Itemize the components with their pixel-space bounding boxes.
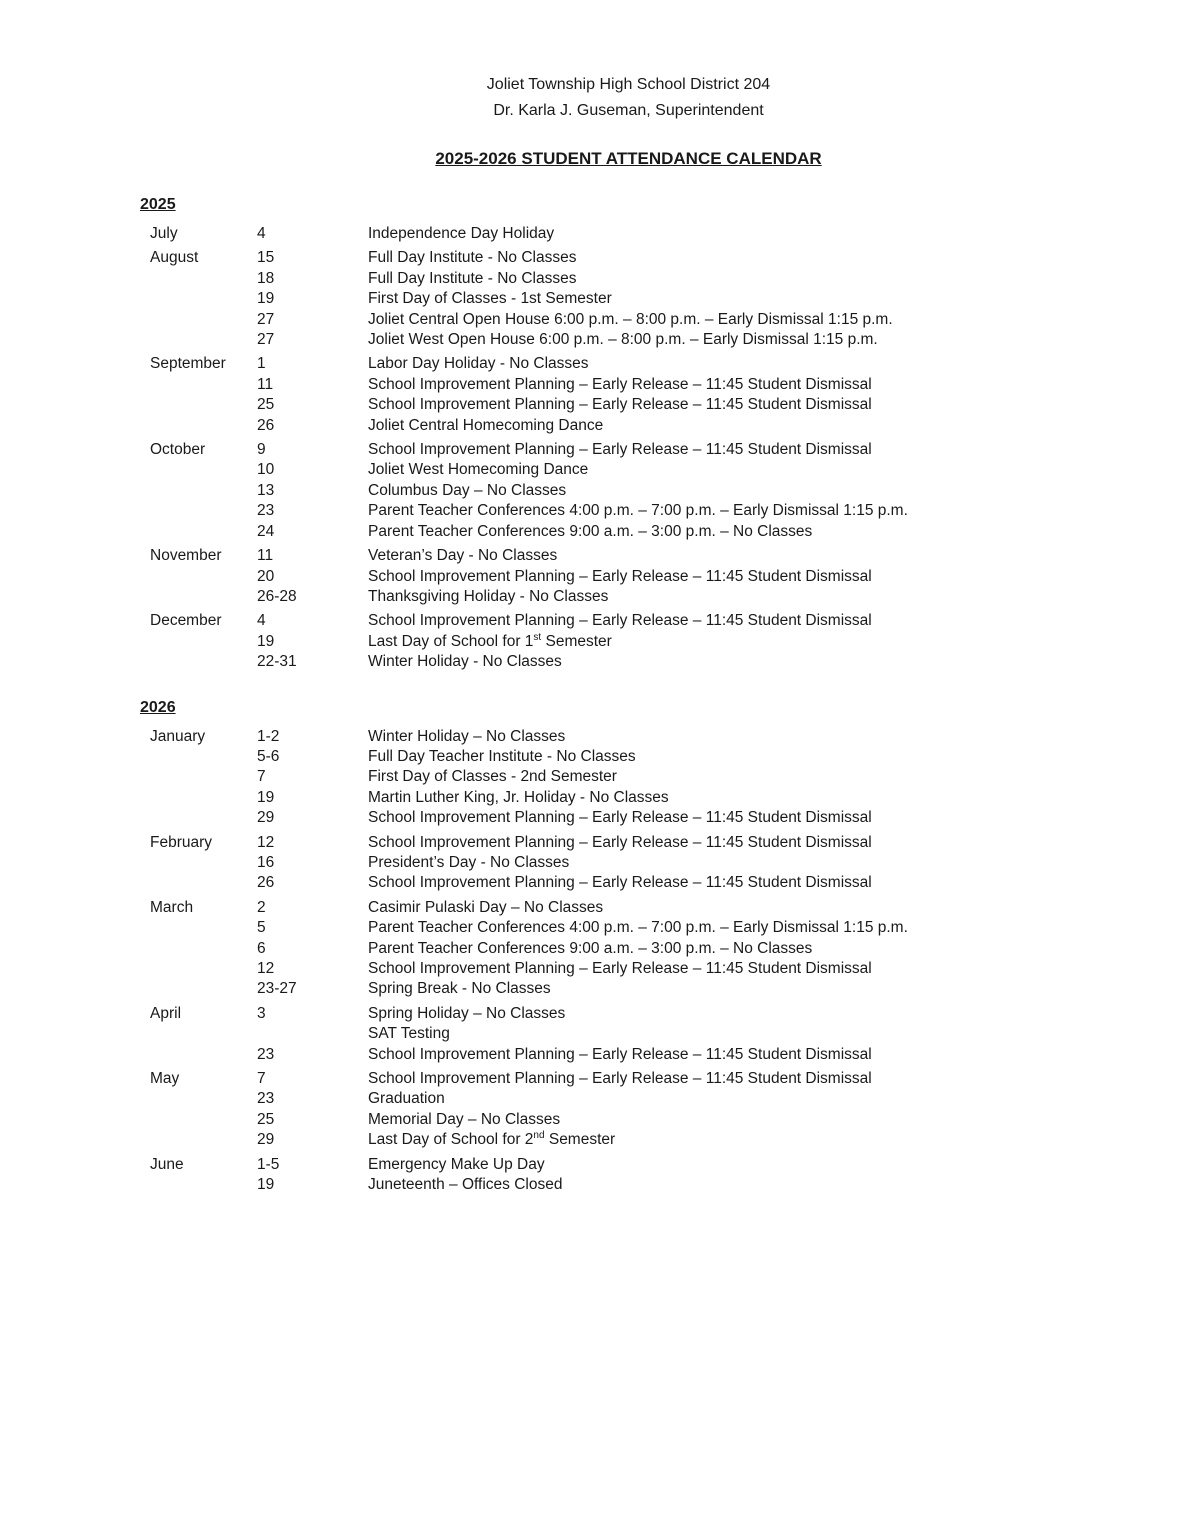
month-label	[140, 395, 257, 415]
month-group	[140, 727, 1117, 829]
month-label	[140, 1110, 257, 1130]
calendar-row	[140, 248, 1117, 268]
date-label: 13	[257, 481, 275, 499]
event-label: School Improvement Planning – Early Release – 11:45 Student Dismissal	[368, 567, 872, 585]
event-label: Thanksgiving Holiday - No Classes	[368, 587, 609, 605]
month-label	[140, 269, 257, 289]
calendar-row	[140, 1155, 1117, 1175]
month-label	[140, 289, 257, 309]
event-label: Full Day Institute - No Classes	[368, 249, 577, 267]
calendar-row	[140, 747, 1117, 767]
month-label	[140, 959, 257, 979]
date-label: 1-5	[257, 1155, 280, 1173]
month-label	[140, 481, 257, 501]
event-label: Joliet Central Homecoming Dance	[368, 416, 604, 434]
month-label	[140, 918, 257, 938]
event-label: Joliet Central Open House 6:00 p.m. – 8:00 p.m. – Early Dismissal 1:15 p.m.	[368, 310, 893, 328]
date-label: 7	[257, 768, 266, 786]
event-label: School Improvement Planning – Early Release – 11:45 Student Dismissal	[368, 1045, 872, 1063]
month-group	[140, 354, 1117, 436]
month-label	[140, 587, 257, 607]
month-group	[140, 546, 1117, 607]
calendar-row	[140, 652, 1117, 672]
event-label: Independence Day Holiday	[368, 225, 555, 242]
calendar-row	[140, 833, 1117, 853]
calendar-body	[140, 195, 1117, 1195]
calendar-row	[140, 481, 1117, 501]
date-label: 9	[257, 441, 266, 459]
date-label: 26	[257, 874, 275, 892]
calendar-row	[140, 1045, 1117, 1065]
calendar-row	[140, 224, 1117, 244]
month-label	[140, 1024, 257, 1044]
month-label	[140, 939, 257, 959]
calendar-row	[140, 1069, 1117, 1089]
calendar-row	[140, 289, 1117, 309]
month-group	[140, 248, 1117, 350]
event-label: Graduation	[368, 1090, 445, 1108]
date-label	[257, 1024, 368, 1044]
calendar-row	[140, 898, 1117, 918]
calendar-row	[140, 1089, 1117, 1109]
calendar-row	[140, 269, 1117, 289]
date-label: 26	[257, 416, 275, 434]
date-label: 7	[257, 1070, 266, 1088]
calendar-row	[140, 395, 1117, 415]
month-label	[140, 416, 257, 436]
event-label: Joliet West Open House 6:00 p.m. – 8:00 p.m. – Early Dismissal 1:15 p.m.	[368, 331, 878, 349]
month-group	[140, 224, 1117, 244]
calendar-row	[140, 1130, 1117, 1150]
event-label: Columbus Day – No Classes	[368, 481, 567, 499]
event-label: Last Day of School for 2nd Semester	[368, 1130, 616, 1149]
month-label: March	[150, 898, 194, 916]
calendar-row	[140, 1110, 1117, 1130]
date-label: 15	[257, 249, 275, 267]
calendar-row	[140, 416, 1117, 436]
event-label: School Improvement Planning – Early Release – 11:45 Student Dismissal	[368, 874, 872, 892]
superintendent-name: Dr. Karla J. Guseman, Superintendent	[493, 102, 764, 119]
date-label: 11	[257, 375, 274, 393]
month-label: February	[150, 833, 213, 851]
month-label	[140, 375, 257, 395]
calendar-row	[140, 767, 1117, 787]
month-label: October	[150, 441, 206, 459]
event-label: Emergency Make Up Day	[368, 1155, 545, 1173]
event-label: Winter Holiday - No Classes	[368, 653, 562, 671]
month-label: January	[150, 727, 206, 745]
date-label: 25	[257, 396, 275, 414]
date-label: 23	[257, 502, 275, 520]
year-heading: 2025	[140, 196, 176, 213]
date-label: 4	[257, 612, 266, 630]
page-title: 2025-2026 STUDENT ATTENDANCE CALENDAR	[435, 149, 822, 168]
calendar-row	[140, 522, 1117, 542]
event-label: School Improvement Planning – Early Release – 11:45 Student Dismissal	[368, 960, 872, 977]
event-label: School Improvement Planning – Early Release – 11:45 Student Dismissal	[368, 809, 872, 827]
calendar-row	[140, 310, 1117, 330]
date-label: 27	[257, 331, 275, 349]
month-group	[140, 1069, 1117, 1151]
event-label: Veteran’s Day - No Classes	[368, 547, 558, 565]
calendar-row	[140, 788, 1117, 808]
month-label	[140, 522, 257, 542]
date-label: 19	[257, 632, 275, 650]
month-label	[140, 567, 257, 587]
calendar-row	[140, 460, 1117, 480]
date-label: 20	[257, 567, 275, 585]
event-label: Parent Teacher Conferences 4:00 p.m. – 7:00 p.m. – Early Dismissal 1:15 p.m.	[368, 502, 908, 520]
date-label: 29	[257, 1131, 275, 1149]
date-label: 29	[257, 809, 275, 827]
date-label: 10	[257, 461, 275, 479]
month-label: July	[150, 225, 178, 242]
event-label: Last Day of School for 1st Semester	[368, 631, 612, 650]
month-group	[140, 898, 1117, 1000]
month-label: April	[150, 1004, 182, 1022]
month-group	[140, 1155, 1117, 1196]
month-label: December	[150, 612, 222, 630]
event-label: Winter Holiday – No Classes	[368, 727, 566, 745]
event-label: Martin Luther King, Jr. Holiday - No Classes	[368, 788, 669, 806]
month-label	[140, 632, 257, 652]
event-label: Parent Teacher Conferences 9:00 a.m. – 3:00 p.m. – No Classes	[368, 522, 813, 540]
calendar-row	[140, 611, 1117, 631]
month-label	[140, 1089, 257, 1109]
calendar-row	[140, 808, 1117, 828]
date-label: 6	[257, 939, 266, 957]
date-label: 24	[257, 522, 275, 540]
calendar-row	[140, 853, 1117, 873]
event-label: School Improvement Planning – Early Release – 11:45 Student Dismissal	[368, 441, 872, 459]
date-label: 1	[257, 355, 266, 373]
event-label: Casimir Pulaski Day – No Classes	[368, 898, 604, 916]
date-label: 5-6	[257, 747, 280, 765]
date-label: 16	[257, 853, 275, 871]
month-label	[140, 853, 257, 873]
event-label: Labor Day Holiday - No Classes	[368, 355, 589, 373]
event-label: Spring Break - No Classes	[368, 980, 551, 998]
date-label: 23-27	[257, 980, 297, 998]
district-name: Joliet Township High School District 204	[486, 76, 771, 93]
date-label: 5	[257, 919, 266, 937]
event-label: School Improvement Planning – Early Release – 11:45 Student Dismissal	[368, 375, 872, 393]
event-label: School Improvement Planning – Early Release – 11:45 Student Dismissal	[368, 833, 872, 851]
date-label: 22-31	[257, 653, 297, 671]
calendar-row	[140, 501, 1117, 521]
month-label: June	[150, 1155, 184, 1173]
date-label: 2	[257, 898, 266, 916]
month-label	[140, 460, 257, 480]
date-label: 19	[257, 290, 275, 308]
calendar-row	[140, 632, 1117, 652]
month-label	[140, 501, 257, 521]
month-label	[140, 979, 257, 999]
calendar-row	[140, 1024, 1117, 1044]
date-label: 12	[257, 960, 275, 977]
month-label: August	[150, 249, 199, 267]
calendar-row	[140, 959, 1117, 979]
calendar-row	[140, 727, 1117, 747]
event-label: Memorial Day – No Classes	[368, 1110, 561, 1128]
date-label: 23	[257, 1045, 275, 1063]
event-label: Joliet West Homecoming Dance	[368, 461, 589, 479]
month-label	[140, 1175, 257, 1195]
date-label: 19	[257, 788, 275, 806]
month-label: May	[150, 1070, 180, 1088]
calendar-row	[140, 587, 1117, 607]
calendar-row	[140, 918, 1117, 938]
month-label	[140, 747, 257, 767]
date-label: 4	[257, 225, 266, 242]
event-label: Juneteenth – Offices Closed	[368, 1176, 563, 1194]
event-label: First Day of Classes - 1st Semester	[368, 290, 612, 308]
month-label	[140, 788, 257, 808]
event-label: Parent Teacher Conferences 9:00 a.m. – 3:00 p.m. – No Classes	[368, 939, 813, 957]
calendar-row	[140, 1175, 1117, 1195]
date-label: 19	[257, 1176, 275, 1194]
event-label: Full Day Institute - No Classes	[368, 269, 577, 287]
month-label	[140, 310, 257, 330]
event-label: First Day of Classes - 2nd Semester	[368, 768, 617, 786]
event-label: School Improvement Planning – Early Release – 11:45 Student Dismissal	[368, 396, 872, 414]
month-label	[140, 873, 257, 893]
event-label: School Improvement Planning – Early Release – 11:45 Student Dismissal	[368, 612, 872, 630]
date-label: 3	[257, 1004, 266, 1022]
event-label: President’s Day - No Classes	[368, 853, 570, 871]
date-label: 12	[257, 833, 275, 851]
month-label	[140, 330, 257, 350]
month-label: November	[150, 547, 222, 565]
date-label: 18	[257, 269, 275, 287]
date-label: 26-28	[257, 587, 297, 605]
month-label	[140, 767, 257, 787]
date-label: 1-2	[257, 727, 280, 745]
event-label: SAT Testing	[368, 1025, 450, 1043]
month-label: September	[150, 355, 226, 373]
year-heading: 2026	[140, 698, 176, 716]
calendar-row	[140, 330, 1117, 350]
calendar-row	[140, 546, 1117, 566]
calendar-row	[140, 873, 1117, 893]
date-label: 27	[257, 310, 275, 328]
calendar-row	[140, 354, 1117, 374]
event-label: Spring Holiday – No Classes	[368, 1004, 566, 1022]
date-label: 11	[257, 547, 274, 565]
month-group	[140, 440, 1117, 542]
calendar-row	[140, 979, 1117, 999]
month-group	[140, 611, 1117, 672]
calendar-row	[140, 939, 1117, 959]
document-header	[140, 72, 1117, 124]
calendar-row	[140, 567, 1117, 587]
date-label: 23	[257, 1090, 275, 1108]
event-label: Full Day Teacher Institute - No Classes	[368, 747, 636, 765]
event-label: Parent Teacher Conferences 4:00 p.m. – 7:00 p.m. – Early Dismissal 1:15 p.m.	[368, 919, 908, 937]
event-label: School Improvement Planning – Early Release – 11:45 Student Dismissal	[368, 1070, 872, 1088]
calendar-row	[140, 1004, 1117, 1024]
month-label	[140, 1045, 257, 1065]
calendar-row	[140, 375, 1117, 395]
month-label	[140, 808, 257, 828]
month-group	[140, 833, 1117, 894]
month-label	[140, 1130, 257, 1150]
calendar-row	[140, 440, 1117, 460]
month-label	[140, 652, 257, 672]
date-label: 25	[257, 1110, 275, 1128]
month-group	[140, 1004, 1117, 1065]
